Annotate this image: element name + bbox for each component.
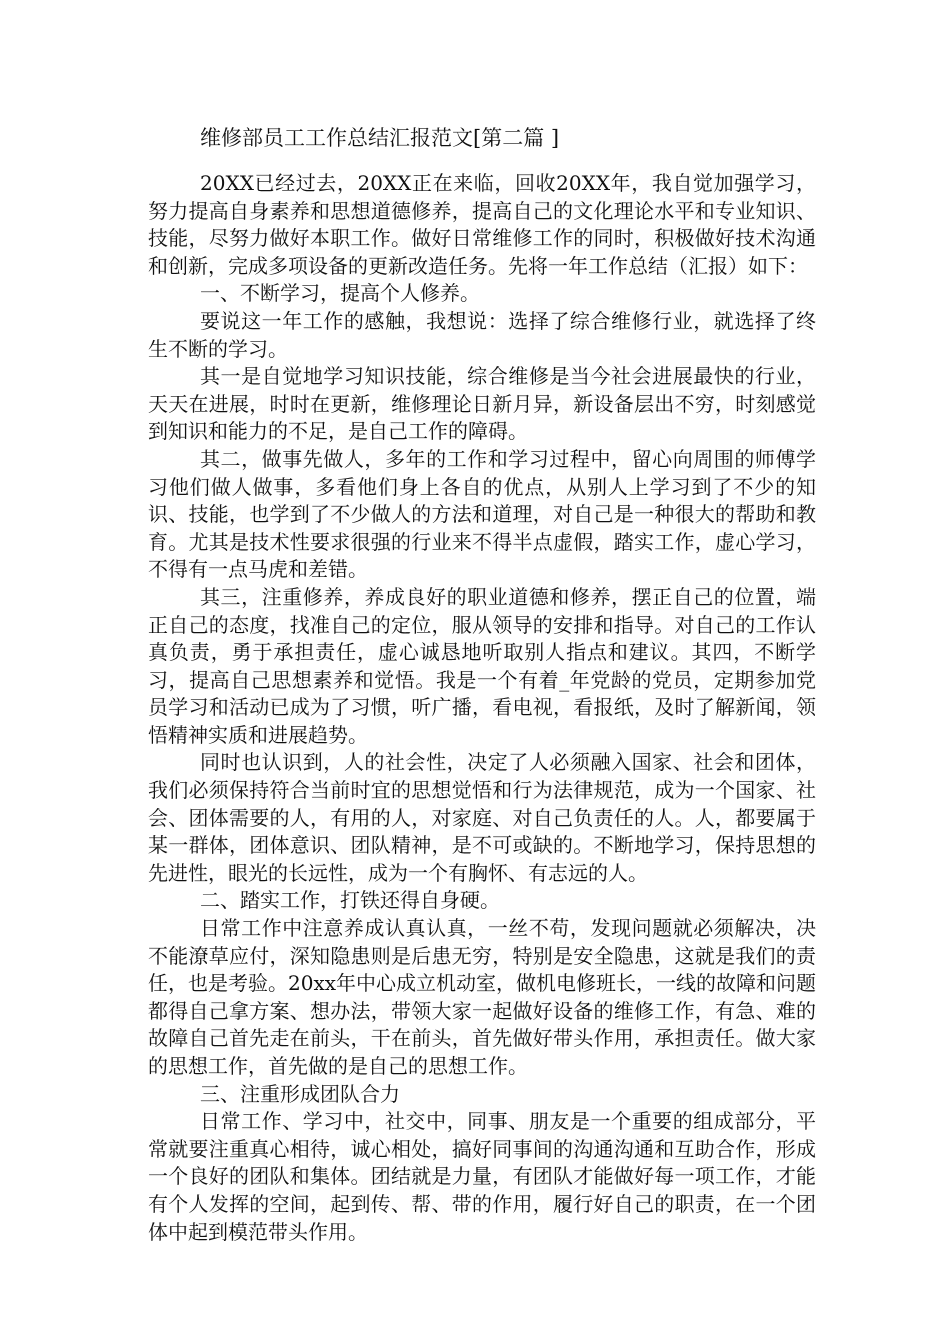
section-heading-2: 二、踏实工作，打铁还得自身硬。 (200, 888, 500, 913)
section-heading-3: 三、注重形成团队合力 (200, 1081, 400, 1106)
paragraph-intro: 20XX已经过去，20XX正在来临，回收20XX年，我自觉加强学习，努力提高自身素养和思想道德修养，提高自己的文化理论水平和专业知识、技能，尽努力做好本职工作。做好日常维修工作的同时，积极做好技术沟通和创新，完成多项设备的更新改造任务。先将一年工作总结（汇报）如下： (148, 171, 816, 278)
paragraph: 同时也认识到，人的社会性，决定了人必须融入国家、社会和团体，我们必须保持符合当前时宜的思想觉悟和行为法律规范，成为一个国家、社会、团体需要的人，有用的人，对家庭、对自己负责任的人。人，都要属于某一群体，团体意识、团队精神，是不可或缺的。不断地学习，保持思想的先进性，眼光的长远性，成为一个有胸怀、有志远的人。 (148, 750, 816, 885)
paragraph: 要说这一年工作的感触，我想说：选择了综合维修行业，就选择了终生不断的学习。 (148, 308, 816, 361)
document-title: 维修部员工工作总结汇报范文[第二篇 ] (200, 126, 560, 150)
document-body (148, 170, 816, 1246)
paragraph: 其三，注重修养，养成良好的职业道德和修养，摆正自己的位置，端正自己的态度，找准自己的定位，服从领导的安排和指导。对自己的工作认真负责，勇于承担责任，虚心诚恳地听取别人指点和建议。其四，不断学习，提高自己思想素养和觉悟。我是一个有着_年党龄的党员，定期参加党员学习和活动已成为了习惯，听广播，看电视，看报纸，及时了解新闻，领悟精神实质和进展趋势。 (148, 584, 816, 747)
paragraph: 日常工作、学习中，社交中，同事、朋友是一个重要的组成部分，平常就要注重真心相待，诚心相处，搞好同事间的沟通沟通和互助合作，形成一个良好的团队和集体。团结就是力量，有团队才能做好每一项工作，才能有个人发挥的空间，起到传、帮、带的作用，履行好自己的职责，在一个团体中起到模范带头作用。 (148, 1109, 816, 1244)
paragraph: 其二，做事先做人，多年的工作和学习过程中，留心向周围的师傅学习他们做人做事，多看他们身上各自的优点，从别人上学习到了不少的知识、技能，也学到了不少做人的方法和道理，对自己是一种很大的帮助和教育。尤其是技术性要求很强的行业来不得半点虚假，踏实工作，虚心学习，不得有一点马虎和差错。 (148, 446, 816, 582)
section-heading-1: 一、不断学习，提高个人修养。 (200, 281, 480, 306)
paragraph: 其一是自觉地学习知识技能，综合维修是当今社会进展最快的行业，天天在进展，时时在更新，维修理论日新月异，新设备层出不穷，时刻感觉到知识和能力的不足，是自己工作的障碍。 (148, 364, 816, 444)
paragraph: 日常工作中注意养成认真认真，一丝不苟，发现问题就必须解决，决不能潦草应付，深知隐患则是后患无穷，特别是安全隐患，这就是我们的责任，也是考验。20xx年中心成立机动室，做机电修班长，一线的故障和问题都得自己拿方案、想办法，带领大家一起做好设备的维修工作，有急、难的故障自己首先走在前头，干在前头，首先做好带头作用，承担责任。做大家的思想工作，首先做的是自己的思想工作。 (148, 916, 817, 1078)
